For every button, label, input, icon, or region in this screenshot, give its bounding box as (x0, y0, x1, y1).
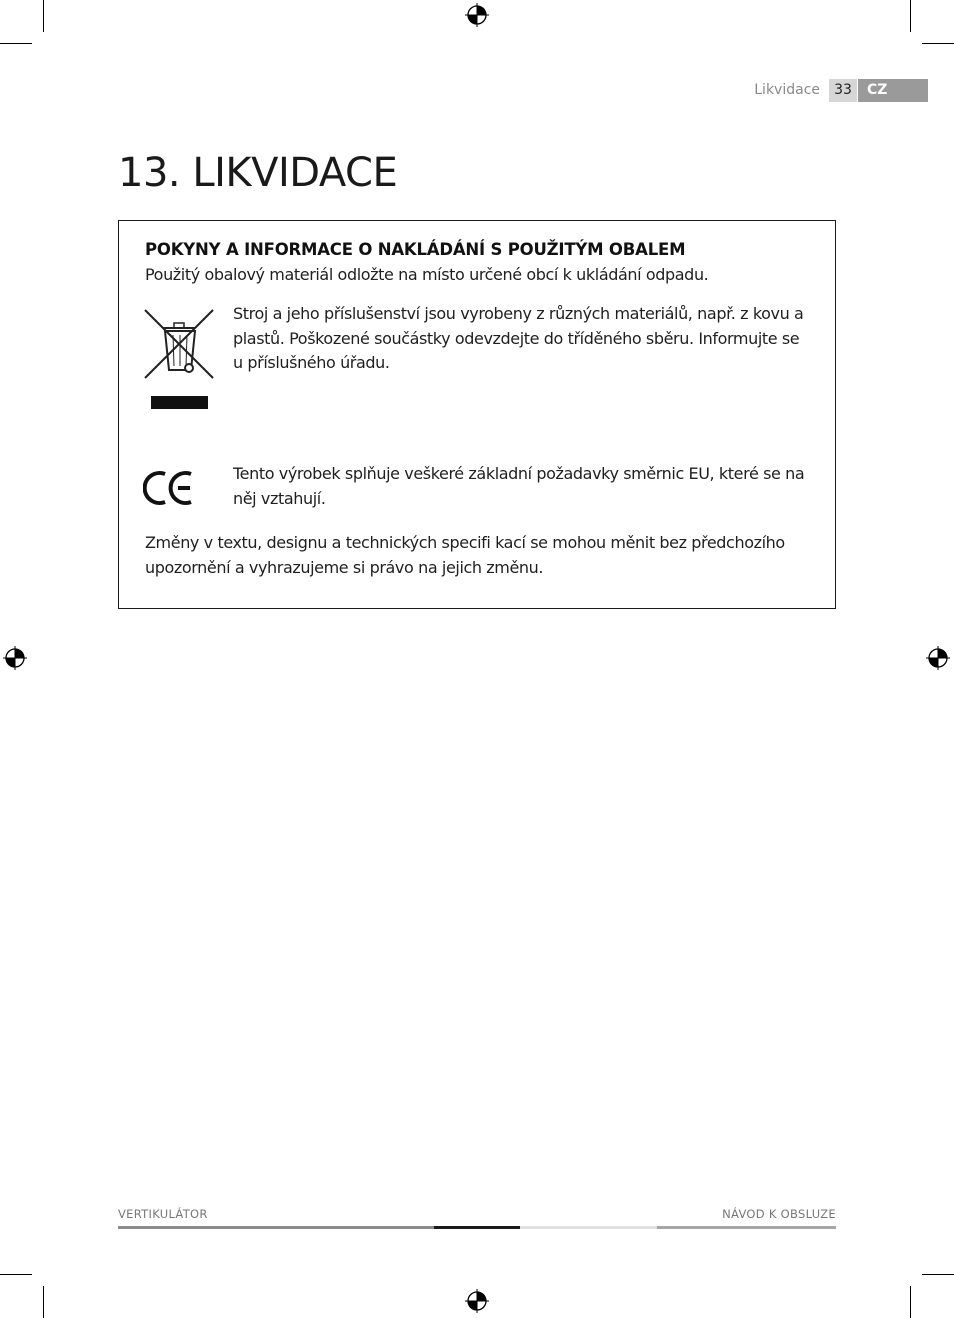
registration-mark-icon (465, 1289, 489, 1313)
footer-bar-segment (657, 1226, 836, 1229)
footer-bar-segment (118, 1226, 434, 1229)
ce-conformity-text: Tento výrobek splňuje veškeré základní požadavky směrnic EU, které se na něj vztahují. (233, 464, 805, 508)
page-number: 33 (829, 79, 857, 102)
registration-mark-icon (926, 646, 950, 670)
footer-bar-segment (520, 1226, 657, 1229)
registration-mark-icon (3, 646, 27, 670)
footer-document-type: NÁVOD K OBSLUZE (722, 1207, 836, 1221)
packaging-intro-text: Použitý obalový materiál odložte na místo určené obcí k ukládání odpadu. (145, 265, 709, 284)
disposal-info-box (118, 220, 836, 609)
crop-mark (922, 43, 954, 44)
ce-mark-icon (143, 469, 195, 507)
changes-notice-text: Změny v textu, designu a technických specifi kací se mohou měnit bez předchozího upozornění a vyhrazujeme si právo na jejich změnu. (145, 533, 785, 577)
crop-mark (922, 1274, 954, 1275)
footer-bar-segment (434, 1226, 520, 1229)
crop-mark (910, 1286, 911, 1318)
weee-text: Stroj a jeho příslušenství jsou vyrobeny z různých materiálů, např. z kovu a plastů. Poškozené součástky odevzdejte do tříděného sběru. Informujte se u příslušného úřadu. (233, 304, 804, 372)
header-section-label: Likvidace (754, 82, 820, 98)
registration-mark-icon (465, 3, 489, 27)
crossed-out-wheelie-bin-icon (143, 306, 215, 412)
crop-mark (0, 1274, 32, 1275)
crop-mark (0, 43, 32, 44)
crop-mark (910, 0, 911, 32)
language-badge: CZ (858, 79, 928, 102)
page-title: 13. LIKVIDACE (118, 150, 398, 196)
crop-mark (43, 0, 44, 32)
crop-mark (43, 1286, 44, 1318)
box-heading: POKYNY A INFORMACE O NAKLÁDÁNÍ S POUŽITÝM OBALEM (145, 240, 686, 259)
footer-product-name: VERTIKULÁTOR (118, 1207, 208, 1221)
